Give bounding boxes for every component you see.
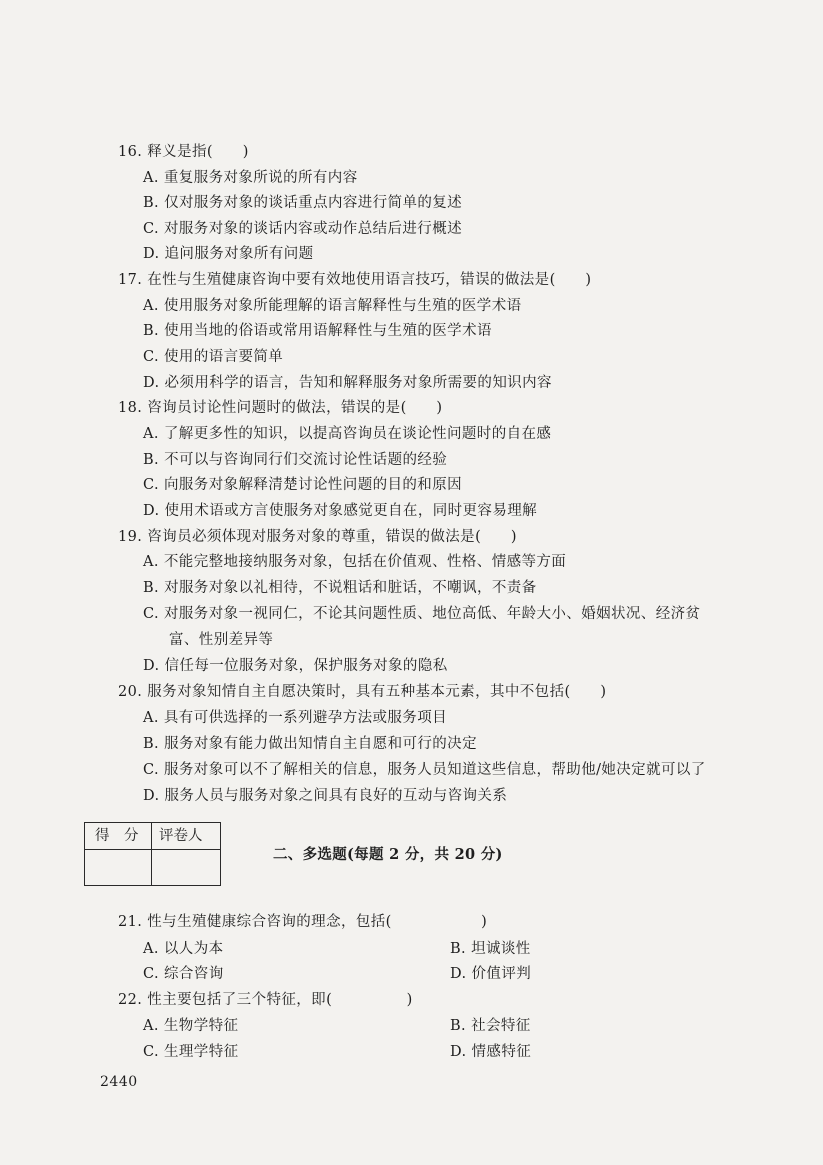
question-21-stem: 21. 性与生殖健康综合咨询的理念，包括( ) <box>118 914 488 930</box>
question-22-option-c: C. 生理学特征 <box>143 1044 239 1060</box>
question-18-stem: 18. 咨询员讨论性问题时的做法，错误的是( ) <box>118 400 443 416</box>
question-19-option-c: C. 对服务对象一视同仁，不论其问题性质、地位高低、年龄大小、婚姻状况、经济贫 <box>143 606 701 622</box>
score-box-divider-horizontal <box>85 849 220 850</box>
question-22-option-a: A. 生物学特征 <box>143 1018 239 1034</box>
score-box-divider-vertical <box>151 823 152 885</box>
question-21-option-d: D. 价值评判 <box>450 966 532 982</box>
question-19-option-d: D. 信任每一位服务对象，保护服务对象的隐私 <box>143 658 448 674</box>
question-21-option-a: A. 以人为本 <box>143 941 224 957</box>
question-22-option-d: D. 情感特征 <box>450 1044 532 1060</box>
question-20-stem: 20. 服务对象知情自主自愿决策时，具有五种基本元素，其中不包括( ) <box>118 684 607 700</box>
question-17-option-d: D. 必须用科学的语言，告知和解释服务对象所需要的知识内容 <box>143 375 552 391</box>
question-21-option-c: C. 综合咨询 <box>143 966 224 982</box>
score-box <box>84 822 221 886</box>
question-18-option-c: C. 向服务对象解释清楚讨论性问题的目的和原因 <box>143 477 462 493</box>
question-16-option-b: B. 仅对服务对象的谈话重点内容进行简单的复述 <box>143 195 463 211</box>
question-20-option-a: A. 具有可供选择的一系列避孕方法或服务项目 <box>143 710 447 726</box>
question-17-option-a: A. 使用服务对象所能理解的语言解释性与生殖的医学术语 <box>143 298 522 314</box>
question-17-stem: 17. 在性与生殖健康咨询中要有效地使用语言技巧，错误的做法是( ) <box>118 272 592 288</box>
question-19-option-a: A. 不能完整地接纳服务对象，包括在价值观、性格、情感等方面 <box>143 554 567 570</box>
question-19-option-b: B. 对服务对象以礼相待，不说粗话和脏话，不嘲讽，不责备 <box>143 580 537 596</box>
question-21-option-b: B. 坦诚谈性 <box>450 941 531 957</box>
question-22-stem: 22. 性主要包括了三个特征，即( ) <box>118 992 413 1008</box>
section-title: 二、多选题(每题 2 分，共 20 分) <box>273 846 503 863</box>
question-16-option-c: C. 对服务对象的谈话内容或动作总结后进行概述 <box>143 221 462 237</box>
page-number: 2440 <box>100 1074 138 1090</box>
question-17-option-b: B. 使用当地的俗语或常用语解释性与生殖的医学术语 <box>143 323 492 339</box>
grader-label: 评卷人 <box>159 828 203 844</box>
question-22-option-b: B. 社会特征 <box>450 1018 531 1034</box>
score-label: 得 分 <box>95 828 139 844</box>
question-20-option-d: D. 服务人员与服务对象之间具有良好的互动与咨询关系 <box>143 788 508 804</box>
question-16-stem: 16. 释义是指( ) <box>118 144 249 160</box>
question-18-option-d: D. 使用术语或方言使服务对象感觉更自在，同时更容易理解 <box>143 503 538 519</box>
question-17-option-c: C. 使用的语言要简单 <box>143 349 284 365</box>
question-18-option-a: A. 了解更多性的知识，以提高咨询员在谈论性问题时的自在感 <box>143 426 552 442</box>
question-20-option-b: B. 服务对象有能力做出知情自主自愿和可行的决定 <box>143 736 477 752</box>
question-19-stem: 19. 咨询员必须体现对服务对象的尊重，错误的做法是( ) <box>118 529 517 545</box>
question-19-option-c-continued: 富、性别差异等 <box>169 632 274 648</box>
question-16-option-d: D. 追问服务对象所有问题 <box>143 246 314 262</box>
question-20-option-c: C. 服务对象可以不了解相关的信息，服务人员知道这些信息，帮助他/她决定就可以了 <box>143 762 706 778</box>
question-16-option-a: A. 重复服务对象所说的所有内容 <box>143 170 358 186</box>
question-18-option-b: B. 不可以与咨询同行们交流讨论性话题的经验 <box>143 452 448 468</box>
